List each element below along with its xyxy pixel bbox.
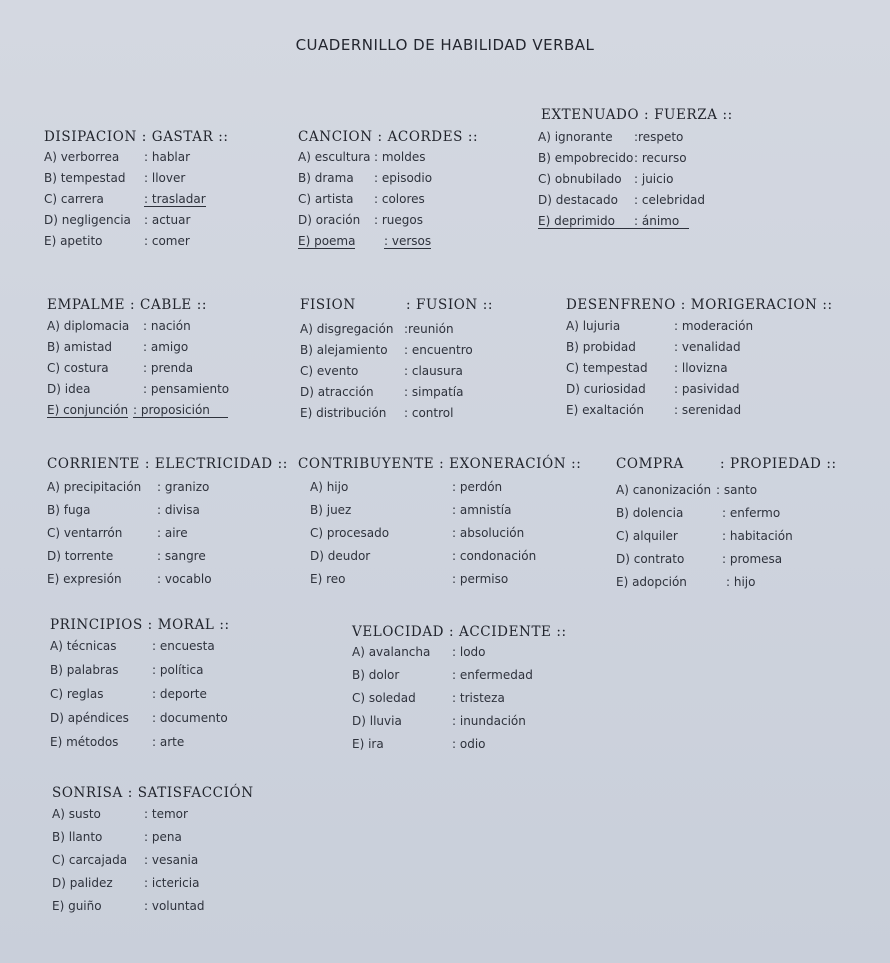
option-a [47,319,277,340]
option-a [44,150,284,171]
option-left: D) idea [47,382,91,396]
option-left: A) diplomacia [47,319,130,333]
option-left: D) destacado [538,193,618,207]
option-right: : pena [144,830,182,844]
option-d [298,213,518,234]
option-left: E) exaltación [566,403,644,417]
option-left: D) negligencia [44,213,131,227]
exercise-heading: CANCION : ACORDES :: [298,129,479,145]
exercise-corriente [47,456,299,595]
option-left: E) ira [352,737,384,751]
option-right: : deporte [152,687,207,701]
option-right: : juicio [634,172,674,186]
option-e [50,735,300,759]
option-d [616,552,866,575]
option-b [298,503,596,526]
option-b [566,340,856,361]
option-left: C) reglas [50,687,104,701]
option-c [298,192,518,213]
option-c [44,192,284,213]
option-right: :reunión [404,322,454,336]
option-right: : pensamiento [143,382,230,396]
exercise-compra [616,456,866,598]
exercise-cancion [298,129,518,255]
option-e [47,572,299,595]
option-left: D) lluvia [352,714,402,728]
option-e [616,575,866,598]
option-b [300,343,530,364]
option-e [538,214,768,235]
option-c [298,526,596,549]
option-c [47,361,277,382]
option-right: : trasladar [144,192,206,206]
option-left: B) empobrecido [538,151,634,165]
option-b [50,663,300,687]
option-e [47,403,277,424]
option-right: : serenidad [674,403,742,417]
heading-right: : FUSION :: [406,297,494,313]
option-right: : divisa [157,503,200,517]
option-left: D) oración [298,213,361,227]
option-left: C) ventarrón [47,526,123,540]
exercise-heading: CORRIENTE : ELECTRICIDAD :: [47,456,288,472]
option-b [352,668,612,691]
option-left: B) dolor [352,668,400,682]
option-a [300,322,530,343]
option-left: A) lujuria [566,319,621,333]
option-right: : granizo [157,480,210,494]
option-right: : vesania [144,853,199,867]
option-d [298,549,596,572]
option-e [566,403,856,424]
option-left: B) amistad [47,340,113,354]
option-d [44,213,284,234]
option-right: : ruegos [374,213,423,227]
option-right: : santo [716,483,758,497]
option-e [44,234,284,255]
option-right: : encuentro [404,343,473,357]
exercise-heading: CONTRIBUYENTE : EXONERACIÓN :: [298,456,582,472]
exercise-empalme [47,297,277,424]
option-right: : aire [157,526,188,540]
option-right: : colores [374,192,425,206]
option-left: C) soledad [352,691,416,705]
option-left: D) deudor [310,549,371,563]
option-left: E) guiño [52,899,102,913]
heading-left: FISION [300,297,356,313]
option-b [616,506,866,529]
option-left: C) obnubilado [538,172,622,186]
option-c [52,853,312,876]
option-left: E) métodos [50,735,119,749]
option-a [298,480,596,503]
exercise-sonrisa [52,785,312,922]
option-right: : celebridad [634,193,706,207]
option-left: B) probidad [566,340,636,354]
option-right: : documento [152,711,228,725]
option-right: : pasividad [674,382,740,396]
option-c [47,526,299,549]
option-right: : actuar [144,213,191,227]
option-right: : episodio [374,171,433,185]
option-d [566,382,856,403]
option-right: : promesa [722,552,783,566]
option-left: B) palabras [50,663,119,677]
option-left: B) alejamiento [300,343,388,357]
option-c [300,364,530,385]
option-right: : sangre [157,549,206,563]
option-d [352,714,612,737]
option-right: : enfermo [722,506,781,520]
option-d [47,382,277,403]
option-left: C) carcajada [52,853,128,867]
option-left: E) adopción [616,575,687,589]
option-right: : tristeza [452,691,505,705]
option-e [52,899,312,922]
option-right: : permiso [452,572,509,586]
option-left: B) fuga [47,503,91,517]
option-b [298,171,518,192]
exercise-heading [616,456,866,475]
option-d [538,193,768,214]
exercise-heading: VELOCIDAD : ACCIDENTE :: [352,624,567,640]
option-left: C) alquiler [616,529,678,543]
option-d [52,876,312,899]
option-a [566,319,856,340]
option-right: : clausura [404,364,463,378]
option-right: : simpatía [404,385,464,399]
exercise-contribuyente [298,456,596,595]
option-a [47,480,299,503]
option-d [300,385,530,406]
option-left: B) drama [298,171,354,185]
option-left: E) conjunción [47,403,129,417]
option-right: : ictericia [144,876,200,890]
option-b [47,340,277,361]
option-right: : moldes [374,150,426,164]
option-left: E) distribución [300,406,387,420]
option-right: : amnistía [452,503,512,517]
option-left: D) atracción [300,385,374,399]
option-left: A) verborrea [44,150,120,164]
option-left: A) avalancha [352,645,431,659]
option-right: : enfermedad [452,668,533,682]
option-right: : política [152,663,204,677]
exercise-velocidad [352,624,612,760]
option-c [352,691,612,714]
exercise-heading: EMPALME : CABLE :: [47,297,208,313]
option-right: : condonación [452,549,537,563]
option-right: : arte [152,735,185,749]
option-a [352,645,612,668]
option-right: : llover [144,171,186,185]
option-left: C) costura [47,361,109,375]
option-left: A) canonización [616,483,712,497]
option-e [298,572,596,595]
option-right: : vocablo [157,572,212,586]
option-left: D) curiosidad [566,382,646,396]
option-left: A) técnicas [50,639,117,653]
exercise-heading: SONRISA : SATISFACCIÓN [52,785,254,801]
option-right: : control [404,406,454,420]
option-left: C) tempestad [566,361,648,375]
option-left: A) disgregación [300,322,394,336]
option-e [300,406,530,427]
option-a [298,150,518,171]
option-left: A) hijo [310,480,349,494]
option-left: D) contrato [616,552,685,566]
option-a [50,639,300,663]
option-right: : ánimo [634,214,689,229]
option-right: : voluntad [144,899,205,913]
exercise-principios [50,617,300,759]
option-left: E) poema [298,234,356,248]
exercise-heading: DISIPACION : GASTAR :: [44,129,229,145]
page-title: CUADERNILLO DE HABILIDAD VERBAL [295,36,595,54]
heading-left: COMPRA [616,456,684,472]
option-right: : hijo [726,575,756,589]
exercise-desenfreno [566,297,856,424]
option-right: : hablar [144,150,191,164]
option-c [50,687,300,711]
option-right: : nación [143,319,191,333]
option-left: D) palidez [52,876,113,890]
option-left: C) artista [298,192,354,206]
option-right: : versos [384,234,432,248]
option-left: E) apetito [44,234,103,248]
option-right: : odio [452,737,486,751]
option-left: D) torrente [47,549,114,563]
exercise-heading [300,297,530,316]
exercise-fision [300,297,530,427]
option-right: : proposición [133,403,228,418]
option-left: A) susto [52,807,101,821]
option-b [44,171,284,192]
option-left: B) llanto [52,830,103,844]
option-b [538,151,768,172]
option-right: : venalidad [674,340,741,354]
option-left: C) procesado [310,526,390,540]
option-right: : lodo [452,645,486,659]
option-left: E) reo [310,572,346,586]
option-d [50,711,300,735]
option-a [616,483,866,506]
option-d [47,549,299,572]
option-right: : prenda [143,361,194,375]
option-a [52,807,312,830]
exercise-heading: PRINCIPIOS : MORAL :: [50,617,230,633]
option-left: D) apéndices [50,711,129,725]
exercise-heading: DESENFRENO : MORIGERACION :: [566,297,833,313]
option-left: A) precipitación [47,480,142,494]
option-right: : llovizna [674,361,728,375]
option-right: : encuesta [152,639,215,653]
option-left: C) evento [300,364,359,378]
option-b [52,830,312,853]
option-left: B) tempestad [44,171,126,185]
option-right: : moderación [674,319,754,333]
option-left: C) carrera [44,192,104,206]
option-left: B) juez [310,503,352,517]
exercise-extenuado [538,107,768,235]
option-left: B) dolencia [616,506,684,520]
option-right: : habitación [722,529,793,543]
option-c [616,529,866,552]
option-right: : comer [144,234,190,248]
option-right: : inundación [452,714,526,728]
heading-right: : PROPIEDAD :: [720,456,837,472]
option-right: : recurso [634,151,687,165]
option-left: A) ignorante [538,130,613,144]
option-e [352,737,612,760]
option-right: : absolución [452,526,525,540]
option-right: :respeto [634,130,684,144]
option-right: : temor [144,807,188,821]
exercise-heading: EXTENUADO : FUERZA :: [541,107,733,123]
option-e [298,234,518,255]
option-c [566,361,856,382]
exercise-disipacion [44,129,284,255]
option-a [538,130,768,151]
option-left: A) escultura [298,150,371,164]
option-c [538,172,768,193]
option-right: : amigo [143,340,189,354]
option-left: E) expresión [47,572,122,586]
option-b [47,503,299,526]
option-left: E) deprimido [538,214,641,229]
option-right: : perdón [452,480,503,494]
